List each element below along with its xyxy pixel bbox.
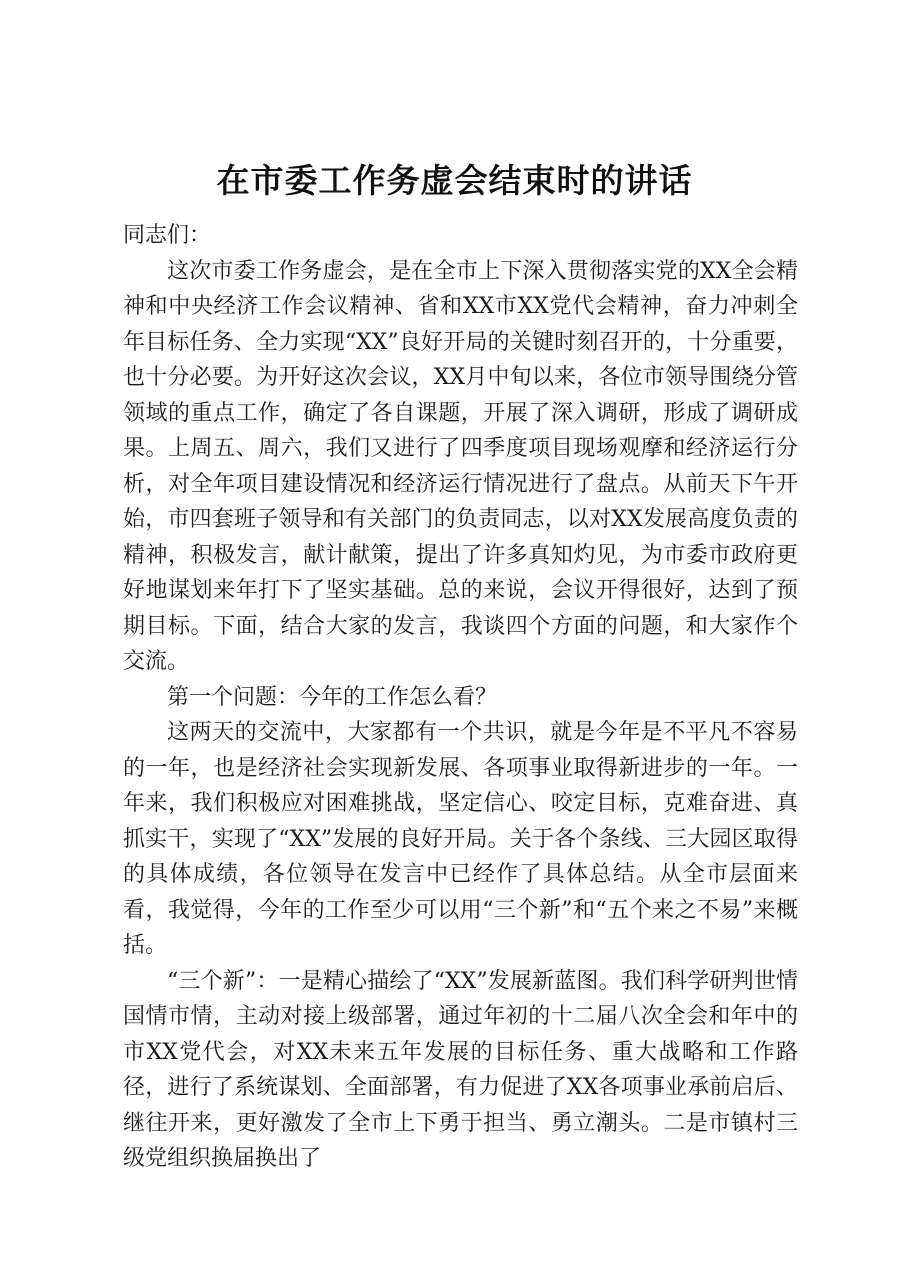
document-title: 在市委工作务虚会结束时的讲话	[216, 161, 693, 200]
paragraph-year-review: 这两天的交流中，大家都有一个共识，就是今年是不平凡不容易的一年，也是经济社会实现新发展、各项事业取得新进步的一年。一年来，我们积极应对困难挑战，坚定信心、咬定目标，克难奋进、真抓实干，实现了“XX”发展的良好开局。关于各个条线、三大园区取得的具体成绩，各位领导在发言中已经作了具体总结。从全市层面来看，我觉得，今年的工作至少可以用“三个新”和“五个来之不易”来概括。	[123, 720, 798, 958]
greeting: 同志们：	[123, 223, 212, 248]
paragraph-opening: 这次市委工作务虚会，是在全市上下深入贯彻落实党的XX全会精神和中央经济工作会议精神、省和XX市XX党代会精神，奋力冲刺全年目标任务、全力实现“XX”良好开局的关键时刻召开的，十分重要，也十分必要。为开好这次会议，XX月中旬以来，各位市领导围绕分管领域的重点工作，确定了各自课题，开展了深入调研，形成了调研成果。上周五、周六，我们又进行了四季度项目现场观摩和经济运行分析，对全年项目建设情况和经济运行情况进行了盘点。从前天下午开始，市四套班子领导和有关部门的负责同志，以对XX发展高度负责的精神，积极发言，献计献策，提出了许多真知灼见，为市委市政府更好地谋划来年打下了坚实基础。总的来说，会议开得很好，达到了预期目标。下面，结合大家的发言，我谈四个方面的问题，和大家作个交流。	[123, 258, 798, 674]
section-heading-first-question: 第一个问题：今年的工作怎么看？	[167, 684, 498, 710]
paragraph-three-new: “三个新”：一是精心描绘了“XX”发展新蓝图。我们科学研判世情国情市情，主动对接上级部署，通过年初的十二届八次全会和年中的市XX党代会，对XX未来五年发展的目标任务、重大战略和工作路径，进行了系统谋划、全面部署，有力促进了XX各项事业承前启后、继往开来，更好激发了全市上下勇于担当、勇立潮头。二是市镇村三级党组织换届换出了	[123, 968, 798, 1171]
document-body	[123, 218, 798, 1177]
